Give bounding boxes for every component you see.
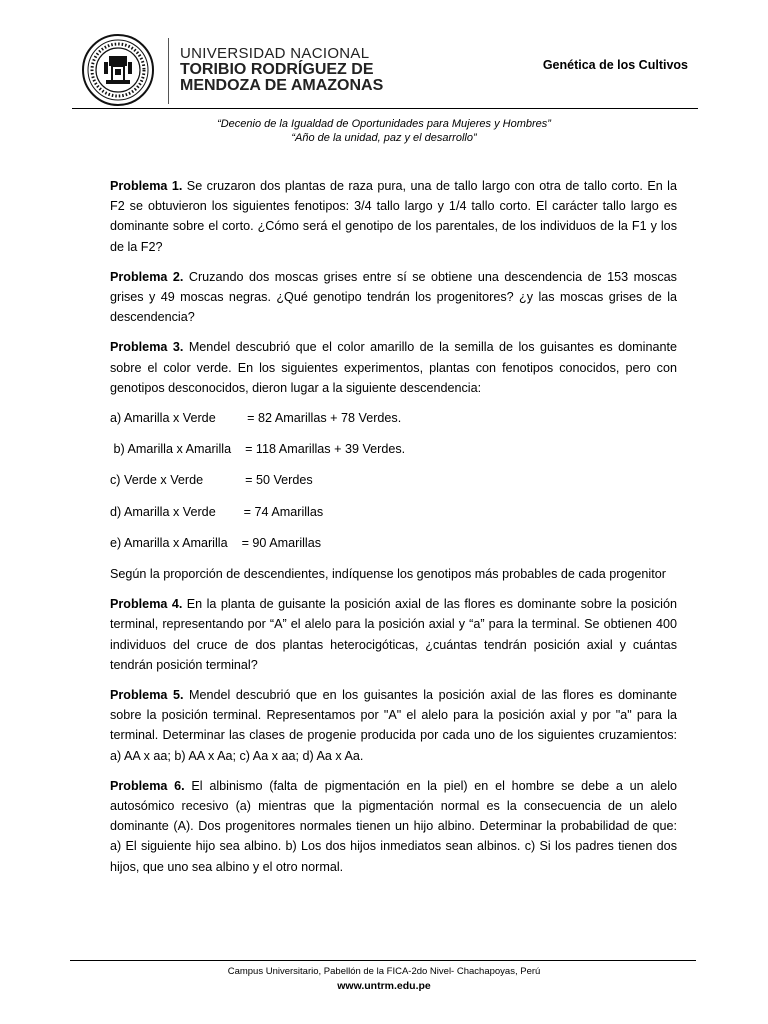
cross-a: a) Amarilla x Verde = 82 Amarillas + 78 Verdes. <box>110 411 402 426</box>
problem-text: Mendel descubrió que en los guisantes la posición axial de las flores es dominante sobre la posición terminal. Representamos por "A" el alelo para la posición axial y por "a" para la terminal. Determinar las clases de progenie producida por cada uno de los siguientes cruzamientos: a) AA x aa; b) AA x Aa; c) Aa x aa; d) Aa x Aa. <box>110 688 677 763</box>
problem-label: Problema 5. <box>110 688 184 703</box>
problem-label: Problema 6. <box>110 778 185 793</box>
header-rule <box>72 108 698 109</box>
problem-list <box>110 176 677 887</box>
cross-b: b) Amarilla x Amarilla = 118 Amarillas + 39 Verdes. <box>110 442 406 457</box>
problem-label: Problema 2. <box>110 269 184 284</box>
instruction: Según la proporción de descendientes, indíquense los genotipos más probables de cada progenitor <box>110 567 666 582</box>
problem-text: El albinismo (falta de pigmentación en la piel) en el hombre se debe a un alelo autosómico recesivo (a) mientras que la pigmentación normal es la consecuencia de un alelo dominante (A). Dos progenitores normales tienen un hijo albino. Determinar la probabilidad de que: a) El siguiente hijo sea albino. b) Los dos hijos inmediatos sean albinos. c) Si los padres tienen dos hijos, que uno sea albino y el otro normal. <box>110 778 677 874</box>
cross-e: e) Amarilla x Amarilla = 90 Amarillas <box>110 535 322 550</box>
problem-6 <box>110 776 677 877</box>
problem-4 <box>110 594 677 675</box>
header-divider <box>168 38 169 104</box>
problem-label: Problema 4. <box>110 597 183 612</box>
cross-d: d) Amarilla x Verde = 74 Amarillas <box>110 504 324 519</box>
decenio-line-2: “Año de la unidad, paz y el desarrollo” <box>291 132 477 144</box>
footer-website: www.untrm.edu.pe <box>337 980 431 992</box>
footer-rule <box>70 960 696 961</box>
problem-text: Mendel descubrió que el color amarillo de la semilla de los guisantes es dominante sobre el color verde. En los siguientes experimentos, plantas con fenotipos conocidos, pero con genotipos desconocidos, dieron lugar a la siguiente descendencia: <box>110 340 677 395</box>
cross-c: c) Verde x Verde = 50 Verdes <box>110 473 313 488</box>
footer-address: Campus Universitario, Pabellón de la FICA-2do Nivel- Chachapoyas, Perú <box>227 966 541 977</box>
university-line-2: TORIBIO RODRÍGUEZ DE <box>180 61 374 78</box>
problem-5 <box>110 685 677 766</box>
university-name <box>180 46 383 94</box>
decenio-line-1: “Decenio de la Igualdad de Oportunidades para Mujeres y Hombres” <box>217 118 551 130</box>
problem-3 <box>110 337 677 398</box>
university-line-1: UNIVERSIDAD NACIONAL <box>180 45 370 62</box>
university-line-3: MENDOZA DE AMAZONAS <box>180 77 384 94</box>
university-seal-icon <box>82 34 154 106</box>
problem-text: Se cruzaron dos plantas de raza pura, una de tallo largo con otra de tallo corto. En la F2 se obtuvieron los siguientes fenotipos: 3/4 tallo largo y 1/4 tallo corto. El carácter tallo largo es dominante sobre el corto. ¿Cómo será el genotipo de los parentales, de los individuos de la F1 y los de la F2? <box>110 179 677 254</box>
page-header <box>74 28 700 110</box>
course-title: Genética de los Cultivos <box>542 58 688 72</box>
problem-text: En la planta de guisante la posición axial de las flores es dominante sobre la posición terminal, representando por “A” el alelo para la posición axial y “a” para la terminal. Se obtienen 400 individuos del cruce de dos plantas heterocigóticas, ¿cuántas tendrán posición axial y cuántas tendrán posición terminal? <box>110 597 677 672</box>
problem-label: Problema 1. <box>110 179 183 193</box>
problem-2 <box>110 267 677 328</box>
problem-1 <box>110 176 677 257</box>
problem-label: Problema 3. <box>110 340 184 355</box>
problem-text: Cruzando dos moscas grises entre sí se obtiene una descendencia de 153 moscas grises y 49 moscas negras. ¿Qué genotipo tendrán los progenitores? ¿y las moscas grises de la descendencia? <box>110 269 677 325</box>
